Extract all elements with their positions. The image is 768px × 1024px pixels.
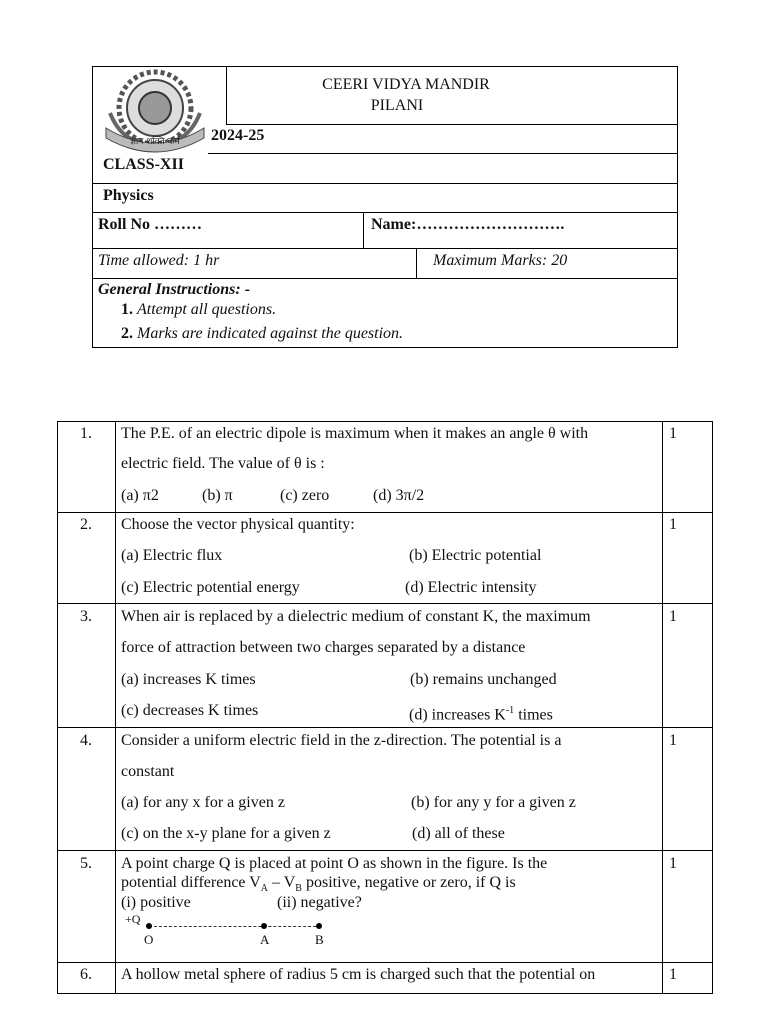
text-part: positive, negative or zero, if Q is (301, 874, 516, 891)
question-number: 6. (80, 966, 92, 983)
option: (c) Electric potential energy (121, 579, 300, 596)
subject-label: Physics (103, 187, 154, 204)
logo-motto: ज्ञान शक्ति कर्म (130, 137, 180, 147)
school-logo-icon (100, 68, 210, 156)
point-a-label: A (260, 932, 270, 947)
option: (b) π (202, 487, 233, 504)
question-number: 5. (80, 855, 92, 872)
subscript-b: B (295, 883, 302, 895)
dashed-line (149, 926, 321, 927)
question-number: 1. (80, 425, 92, 442)
question-marks: 1 (669, 732, 677, 749)
option-superscript: -1 (505, 705, 515, 716)
option-text-suffix: times (514, 706, 553, 724)
charge-label: +Q (125, 912, 141, 926)
question-number: 2. (80, 516, 92, 533)
question-marks: 1 (669, 608, 677, 625)
question-text: A hollow metal sphere of radius 5 cm is charged such that the potential on (121, 966, 596, 983)
question-text: Consider a uniform electric field in the z-direction. The potential is a (121, 732, 562, 749)
time-allowed: Time allowed: 1 hr (98, 252, 220, 269)
option-text: (d) increases K (409, 706, 506, 724)
question-text: Choose the vector physical quantity: (121, 516, 355, 533)
class-label: CLASS-XII (103, 156, 184, 170)
question-text: force of attraction between two charges separated by a distance (121, 639, 526, 656)
point-b-label: B (315, 932, 324, 947)
option: (c) on the x-y plane for a given z (121, 825, 331, 842)
question-text: A point charge Q is placed at point O as shown in the figure. Is the (121, 855, 548, 872)
question-marks: 1 (669, 966, 677, 983)
option: (a) Electric flux (121, 547, 223, 564)
question-number: 3. (80, 608, 92, 625)
option: (d) all of these (412, 825, 505, 842)
option: (d) 3π/2 (373, 487, 425, 504)
instructions-title: General Instructions: - (98, 281, 251, 298)
question-text: When air is replaced by a dielectric medium of constant K, the maximum (121, 608, 591, 625)
text-part: potential difference V (121, 874, 261, 891)
school-city: PILANI (370, 97, 424, 114)
option: (c) zero (280, 487, 330, 504)
point-a-dot (261, 923, 267, 929)
question-marks: 1 (669, 855, 677, 872)
instruction-item (121, 301, 276, 319)
instruction-num: 1. (121, 301, 133, 318)
instruction-item (121, 325, 403, 343)
instruction-text: Marks are indicated against the question. (137, 325, 404, 342)
option: (ii) negative? (277, 894, 362, 911)
subscript-a: A (260, 883, 269, 895)
name-field: Name:………………………. (371, 216, 565, 233)
option: (b) Electric potential (409, 547, 542, 564)
option: (a) increases K times (121, 671, 256, 688)
option: (a) for any x for a given z (121, 794, 285, 811)
option: (i) positive (121, 894, 191, 911)
question-marks: 1 (669, 425, 677, 442)
session: 2024-25 (211, 127, 265, 144)
question-marks: 1 (669, 516, 677, 533)
question-number: 4. (80, 732, 92, 749)
point-b-dot (316, 923, 322, 929)
question-text: constant (121, 763, 175, 780)
instruction-num: 2. (121, 325, 133, 342)
roll-no-field: Roll No ……… (98, 216, 202, 233)
max-marks: Maximum Marks: 20 (433, 252, 568, 269)
instruction-text: Attempt all questions. (137, 301, 277, 318)
option: (b) remains unchanged (410, 671, 557, 688)
option (409, 702, 553, 724)
option: (b) for any y for a given z (411, 794, 576, 811)
option: (d) Electric intensity (405, 579, 537, 596)
option: (c) decreases K times (121, 702, 259, 719)
option: (a) π2 (121, 487, 159, 504)
point-o-dot (146, 923, 152, 929)
text-part: – V (268, 874, 296, 891)
point-o-label: O (144, 932, 154, 947)
school-name: CEERI VIDYA MANDIR (322, 76, 490, 93)
question-text: The P.E. of an electric dipole is maximum when it makes an angle θ with (121, 425, 589, 442)
question-text: electric field. The value of θ is : (121, 455, 325, 472)
